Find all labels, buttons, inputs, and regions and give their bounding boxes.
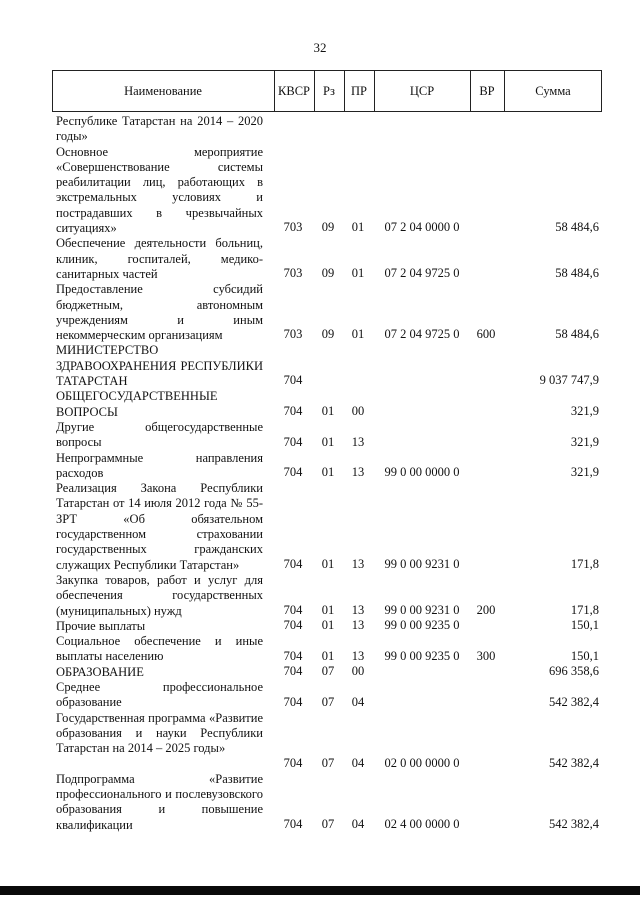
row-csr: 07 2 04 0000 0 [384,220,460,235]
row-csr: 99 0 00 9231 0 [384,556,460,571]
row-name: Социальное обеспечение и иные выплаты населению [56,634,263,664]
row-pr: 00 [351,664,365,679]
row-name: МИНИСТЕРСТВО ЗДРАВООХРАНЕНИЯ РЕСПУБЛИКИ ТАТАРСТАН [56,343,263,389]
row-pr: 13 [351,556,365,571]
header-divider [374,70,375,112]
header-vr: ВР [479,83,495,98]
table-row [0,680,640,711]
row-name: Обеспечение деятельности больниц, клиник, госпиталей, медико-санитарных частей [56,236,263,281]
table-row [0,481,640,573]
row-kvsr: 704 [283,694,303,709]
row-name: Прочие выплаты [56,618,146,633]
row-vr: 200 [476,602,496,617]
row-kvsr: 704 [283,602,303,617]
row-kvsr: 704 [283,465,303,480]
header-csr: ЦСР [409,83,435,98]
row-sum: 58 484,6 [555,220,599,235]
row-kvsr: 703 [283,266,303,281]
table-row [0,389,640,420]
row-kvsr: 704 [283,618,303,633]
row-sum: 696 358,6 [549,664,599,679]
row-kvsr: 704 [283,403,303,418]
row-sum: 171,8 [570,556,599,571]
header-rz: Рз [323,83,335,98]
row-pr: 04 [351,694,365,709]
table-row [0,619,640,634]
table-row [0,573,640,619]
header-divider [470,70,471,112]
row-pr: 13 [351,465,365,480]
bottom-scan-bar [0,886,640,895]
row-rz: 07 [321,816,335,831]
row-kvsr: 704 [283,373,303,388]
row-vr: 300 [476,648,496,663]
table-row [0,282,640,343]
header-divider [504,70,505,112]
row-pr: 01 [351,220,365,235]
row-kvsr: 704 [283,755,303,770]
row-kvsr: 704 [283,434,303,449]
header-divider [314,70,315,112]
row-sum: 321,9 [570,465,599,480]
table-row [0,634,640,665]
table-row [0,420,640,451]
header-sum: Сумма [535,83,571,98]
row-rz: 09 [321,327,335,342]
table-row [0,772,640,833]
row-rz: 09 [321,220,335,235]
row-pr: 13 [351,602,365,617]
header-pr: ПР [351,83,367,98]
row-kvsr: 704 [283,648,303,663]
row-sum: 58 484,6 [555,266,599,281]
row-name: ОБРАЗОВАНИЕ [56,664,144,679]
row-rz: 07 [321,694,335,709]
row-sum: 321,9 [570,403,599,418]
table-row [0,711,640,772]
row-rz: 07 [321,664,335,679]
row-name: Реализация Закона Республики Татарстан от 14 июля 2012 года № 55-ЗРТ «Об обязательном государственном страховании государственных гражданских служащих Республики Татарстан» [56,481,263,572]
row-rz: 01 [321,403,335,418]
table-body [0,114,640,833]
row-kvsr: 703 [283,220,303,235]
row-rz: 01 [321,434,335,449]
row-name: Республике Татарстан на 2014 – 2020 годы» [56,114,263,144]
row-csr: 99 0 00 0000 0 [384,465,460,480]
row-rz: 01 [321,465,335,480]
row-csr: 99 0 00 9235 0 [384,648,460,663]
row-sum: 58 484,6 [555,327,599,342]
row-sum: 542 382,4 [549,816,599,831]
row-name: Непрограммные направления расходов [56,450,263,480]
row-kvsr: 703 [283,327,303,342]
row-pr: 01 [351,327,365,342]
row-sum: 542 382,4 [549,755,599,770]
row-csr: 02 0 00 0000 0 [384,755,460,770]
row-rz: 01 [321,602,335,617]
row-name: Основное мероприятие «Совершенствование системы реабилитации лиц, работающих в экстремальных условиях и пострадавших в чрезвычайных ситуациях» [56,144,263,236]
row-name: Подпрограмма «Развитие профессионального и послевузовского образования и повышение квалификации [56,771,263,832]
row-csr: 07 2 04 9725 0 [384,266,460,281]
row-pr: 13 [351,618,365,633]
row-pr: 00 [351,403,365,418]
row-csr: 99 0 00 9235 0 [384,618,460,633]
row-csr: 99 0 00 9231 0 [384,602,460,617]
row-kvsr: 704 [283,556,303,571]
table-row [0,343,640,389]
header-kvsr: КВСР [278,83,310,98]
row-pr: 04 [351,816,365,831]
row-sum: 542 382,4 [549,694,599,709]
row-pr: 04 [351,755,365,770]
row-sum: 321,9 [570,434,599,449]
row-csr: 02 4 00 0000 0 [384,816,460,831]
row-rz: 07 [321,755,335,770]
table-row [0,451,640,482]
row-name: Другие общегосударственные вопросы [56,419,263,450]
header-divider [274,70,275,112]
table-row [0,145,640,237]
row-rz: 09 [321,266,335,281]
row-sum: 150,1 [570,648,599,663]
header-divider [601,70,602,112]
row-pr: 13 [351,434,365,449]
row-kvsr: 704 [283,816,303,831]
row-rz: 01 [321,648,335,663]
row-rz: 01 [321,618,335,633]
header-name: Наименование [124,83,202,98]
row-name: Предоставление субсидий бюджетным, автономным учреждениям и иным некоммерческим организациям [56,282,263,343]
row-name: Закупка товаров, работ и услуг для обеспечения государственных (муниципальных) нужд [56,572,263,618]
row-sum: 171,8 [570,602,599,617]
row-name: Государственная программа «Развитие образования и науки Республики Татарстан на 2014 – 2025 годы» [56,710,263,756]
row-name: ОБЩЕГОСУДАРСТВЕННЫЕ ВОПРОСЫ [56,389,218,419]
table-row [0,236,640,282]
row-pr: 13 [351,648,365,663]
table-header [52,70,602,112]
row-sum: 9 037 747,9 [539,373,599,388]
row-csr: 07 2 04 9725 0 [384,327,460,342]
row-pr: 01 [351,266,365,281]
header-divider [344,70,345,112]
page-number: 32 [313,40,327,55]
row-rz: 01 [321,556,335,571]
row-vr: 600 [476,327,496,342]
table-row [0,114,640,145]
row-name: Среднее профессиональное образование [56,680,263,710]
row-sum: 150,1 [570,618,599,633]
row-kvsr: 704 [283,664,303,679]
header-divider [52,70,53,112]
table-row [0,665,640,680]
